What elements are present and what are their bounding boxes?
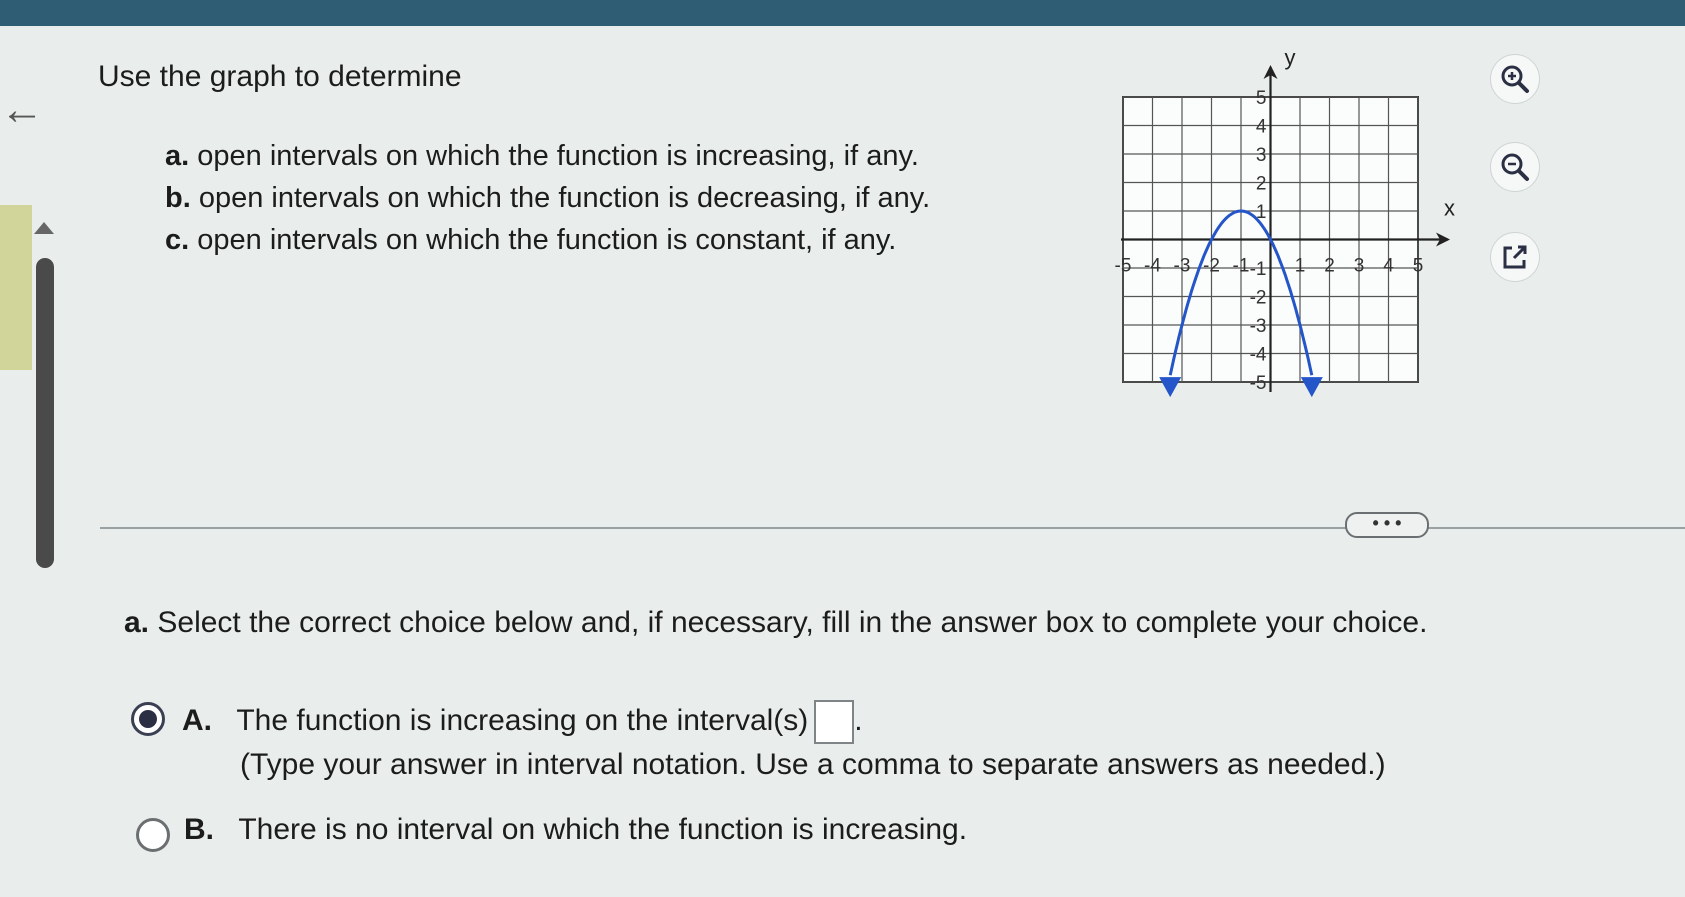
choice-a: A. The function is increasing on the interval(s) . bbox=[182, 700, 863, 744]
y-tick-label: 1 bbox=[1255, 202, 1267, 223]
question-part-b: b. open intervals on which the function is decreasing, if any. bbox=[165, 182, 931, 214]
zoom-in-button[interactable] bbox=[1490, 54, 1540, 104]
question-part-c: c. open intervals on which the function is constant, if any. bbox=[165, 224, 897, 256]
y-tick-label: 2 bbox=[1255, 173, 1267, 195]
choice-b: B. There is no interval on which the function is increasing. bbox=[184, 813, 968, 846]
y-tick-label: 5 bbox=[1255, 88, 1267, 109]
x-tick-label: -2 bbox=[1203, 255, 1220, 277]
popout-button[interactable] bbox=[1490, 232, 1540, 282]
y-axis-label: y bbox=[1284, 45, 1296, 70]
choice-b-radio[interactable] bbox=[136, 818, 170, 852]
x-tick-label: -5 bbox=[1114, 255, 1132, 277]
side-panel-strip bbox=[0, 205, 32, 370]
scroll-up-icon[interactable] bbox=[34, 222, 54, 234]
y-tick-label: -1 bbox=[1249, 259, 1267, 280]
back-arrow-icon[interactable]: ← bbox=[0, 85, 44, 134]
scrollbar-thumb[interactable] bbox=[36, 258, 54, 568]
y-tick-label: 4 bbox=[1255, 116, 1267, 138]
y-tick-label: -4 bbox=[1249, 344, 1267, 366]
question-title: Use the graph to determine bbox=[98, 60, 462, 93]
interval-answer-input[interactable] bbox=[814, 700, 854, 744]
top-bar bbox=[0, 0, 1685, 26]
x-axis-label: x bbox=[1444, 195, 1455, 221]
x-tick-label: 1 bbox=[1294, 255, 1306, 277]
function-graph bbox=[1108, 45, 1455, 422]
external-link-icon bbox=[1500, 242, 1530, 272]
x-tick-label: 4 bbox=[1383, 255, 1394, 277]
x-tick-label: 2 bbox=[1324, 255, 1335, 277]
zoom-out-icon bbox=[1499, 151, 1531, 183]
curve-arrow-left-icon bbox=[1159, 377, 1181, 397]
section-divider bbox=[100, 527, 1685, 529]
y-tick-label: -3 bbox=[1249, 316, 1267, 337]
more-options-button[interactable]: • • • bbox=[1345, 512, 1429, 538]
y-tick-label: -5 bbox=[1249, 373, 1267, 394]
y-tick-label: -2 bbox=[1249, 287, 1267, 309]
question-part-a: a. open intervals on which the function is increasing, if any. bbox=[165, 140, 919, 172]
x-tick-label: 5 bbox=[1412, 255, 1424, 277]
answer-instruction: a. Select the correct choice below and, if necessary, fill in the answer box to complete your choice. bbox=[124, 606, 1428, 639]
y-tick-label: 3 bbox=[1255, 145, 1267, 166]
question-parts bbox=[165, 135, 930, 261]
curve-arrow-right-icon bbox=[1301, 377, 1323, 397]
choice-a-note: (Type your answer in interval notation. Use a comma to separate answers as needed.) bbox=[240, 748, 1386, 781]
zoom-in-icon bbox=[1499, 63, 1531, 95]
x-tick-label: 3 bbox=[1353, 255, 1365, 277]
x-tick-label: -3 bbox=[1173, 255, 1191, 277]
choice-a-radio[interactable] bbox=[131, 702, 165, 736]
zoom-out-button[interactable] bbox=[1490, 142, 1540, 192]
x-tick-label: -4 bbox=[1144, 255, 1161, 277]
x-tick-label: -1 bbox=[1232, 255, 1250, 277]
